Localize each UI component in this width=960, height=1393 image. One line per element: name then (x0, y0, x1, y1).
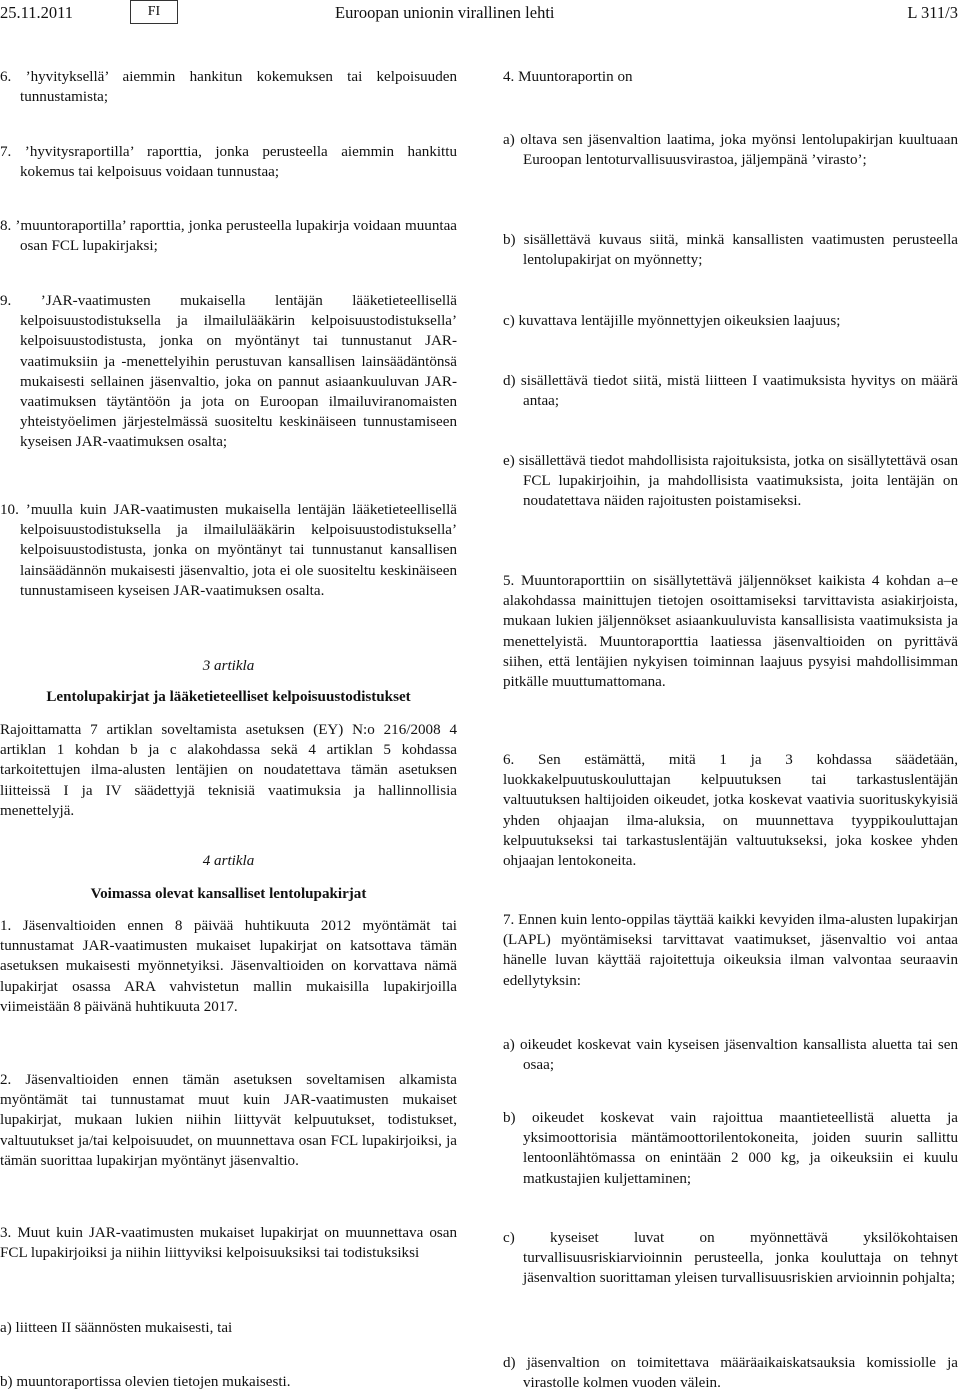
article-4-paragraph-1: 1. Jäsenvaltioiden ennen 8 päivää huhtikuuta 2012 myöntämät tai tunnustamat JAR-vaatimusten mukaiset lupakirjat on katsottava tämän asetuksen mukaisesti myönnetyiksi. Jäsenvaltioiden on korvattava nämä lupakirjat osassa ARA vahvistetun mallin mukaisilla lupakirjoilla viimeistään 8 päivänä huhtikuuta 2017. (0, 918, 457, 1015)
paragraph-4: 4. Muuntoraportin on (503, 69, 633, 85)
article-4-number: 4 artikla (202, 853, 255, 869)
paragraph-7-c: c) kyseiset luvat on myönnettävä yksilökohtaisen turvallisuusriskiarvioinnin perusteella, jonka kouluttaja on tehnyt jäsenvaltion suorittaman yleisen turvallisuusriskien arvioinnin pohjalta; (503, 1230, 958, 1287)
paragraph-7-b: b) oikeudet koskevat vain rajoittua maantieteellistä aluetta ja yksimoottorisia mäntämoottorilentokoneita, joiden suurin sallittu lentoonlähtömassa on enintään 2 000 kg, ja oikeuksiin ei kuulu matkustajien kuljettaminen; (503, 1110, 958, 1187)
definition-6: 6. ’hyvityksellä’ aiemmin hankitun kokemuksen tai kelpoisuuden tunnustamista; (0, 69, 457, 106)
publication-date: 25.11.2011 (0, 3, 74, 22)
paragraph-4-c: c) kuvattava lentäjille myönnettyjen oikeuksien laajuus; (503, 313, 841, 329)
paragraph-5: 5. Muuntoraporttiin on sisällytettävä jäljennökset kaikista 4 kohdan a–e alakohdassa mainittujen tietojen osoittamiseksi tarvittavista asiakirjoista, mukaan lukien jäljennökset asiaankuuluvista kansallisista vaatimuksista ja menettelyistä. Muuntoraporttia laatiessa jäsenvaltioiden on pyrittävä siihen, että lentäjien nykyisen toiminnan laajuus pysyisi mahdollisimman pitkälle muuttumattomana. (503, 573, 958, 691)
paragraph-4-a: a) oltava sen jäsenvaltion laatima, joka myönsi lentolupakirjan kuultuaan Euroopan lentoturvallisuusvirastoa, jäljempänä ’virasto’; (503, 132, 958, 169)
paragraph-7-d: d) jäsenvaltion on toimitettava määräaikaiskatsauksia komissiolle ja virastolle kolmen vuoden välein. (503, 1355, 958, 1392)
paragraph-6: 6. Sen estämättä, mitä 1 ja 3 kohdassa säädetään, luokkakelpuutuskouluttajan kelpuutuksen tai tarkastuslentäjän valtuutuksen haltijoiden oikeudet, jotka koskevat vaativia suorituskykyisiä yhden ohjaajan ilma-aluksia, on muunnettava tyyppikouluttajan kelpuutukseksi tai tarkastuslentäjän valtuutukseksi, joka koskee yhden ohjaajan lentokoneita. (503, 752, 958, 870)
article-4-paragraph-3: 3. Muut kuin JAR-vaatimusten mukaiset lupakirjat on muunnettava osan FCL lupakirjoiksi ja niihin liittyviksi kelpoisuuksiksi tai todistuksiksi (0, 1225, 457, 1262)
article-3-title: Lentolupakirjat ja lääketieteelliset kelpoisuustodistukset (46, 689, 411, 705)
page-header (0, 0, 960, 28)
paragraph-4-d: d) sisällettävä tiedot siitä, mistä liitteen I vaatimuksista hyvitys on määrä antaa; (503, 373, 958, 410)
journal-title: Euroopan unionin virallinen lehti (335, 3, 555, 22)
language-badge: FI (130, 0, 178, 24)
article-4-paragraph-2: 2. Jäsenvaltioiden ennen tämän asetuksen soveltamisen alkamista myöntämät tai tunnustamat muut kuin JAR-vaatimusten mukaiset lupakirjat, mukaan lukien niihin liittyvät kelpuutukset, todistukset, valtuutukset ja/tai kelpoisuudet, on muunnettava osan FCL lupakirjoiksi, ja tämän suorittaa lupakirjan myöntänyt jäsenvaltio. (0, 1072, 457, 1169)
article-4-title: Voimassa olevat kansalliset lentolupakirjat (90, 886, 367, 902)
definition-9: 9. ’JAR-vaatimusten mukaisella lentäjän lääketieteellisellä kelpoisuustodistuksella ja ilmailulääkärin kelpoisuustodistuksella’ kelpoisuustodistusta, jonka on myöntänyt tai tunnustanut JAR-vaatimuksiin ja -menettelyihin perustuvan kansallisen lainsäädäntönsä mukaisesti sellainen jäsenvaltio, joka on pannut asiaankuuluvan JAR-vaatimuksen täytäntöön ja jota on Euroopan ilmailuviranomaisten yhteistyöelimen järjestelmässä suositeltu keskinäiseen tunnustamiseen kyseisen JAR-vaatimuksen osalta; (0, 293, 457, 451)
article-3-text: Rajoittamatta 7 artiklan soveltamista asetuksen (EY) N:o 216/2008 4 artiklan 1 kohdan b ja c alakohdassa sekä 4 artiklan 5 kohdassa tarkoitettujen ilma-alusten lentäjien on noudatettava tämän asetuksen liitteissä I ja IV säädettyjä teknisiä vaatimuksia ja hallinnollisia menettelyjä. (0, 722, 457, 819)
article-3-number: 3 artikla (202, 658, 255, 674)
article-4-paragraph-3-a: a) liitteen II säännösten mukaisesti, tai (0, 1320, 233, 1336)
paragraph-7-a: a) oikeudet koskevat vain kyseisen jäsenvaltion kansallista aluetta tai sen osaa; (503, 1037, 958, 1074)
definition-10: 10. ’muulla kuin JAR-vaatimusten mukaisella lentäjän lääketieteellisellä kelpoisuustodistuksella ja ilmailulääkärin kelpoisuustodistuksella’ kelpoisuustodistusta, jonka on myöntänyt tai tunnustanut kansallisen lainsäädännön mukaisesti jäsenvaltio, jota ei ole suositeltu keskinäiseen tunnustamiseen kyseisen JAR-vaatimuksen osalta. (0, 502, 457, 599)
paragraph-7: 7. Ennen kuin lento-oppilas täyttää kaikki kevyiden ilma-alusten lupakirjan (LAPL) myöntämiseksi tarvittavat vaatimukset, jäsenvaltio voi antaa hänelle luvan käyttää rajoitettuja oikeuksia ilman valvontaa seuraavin edellytyksin: (503, 912, 958, 989)
article-4-paragraph-3-b: b) muuntoraportissa olevien tietojen mukaisesti. (0, 1374, 291, 1390)
page-reference: L 311/3 (907, 3, 958, 22)
definition-7: 7. ’hyvitysraportilla’ raporttia, jonka perusteella aiemmin hankittu kokemus tai kelpoisuus voidaan tunnustaa; (0, 144, 457, 181)
definition-8: 8. ’muuntoraportilla’ raporttia, jonka perusteella lupakirja voidaan muuntaa osan FCL lupakirjaksi; (0, 218, 457, 255)
paragraph-4-b: b) sisällettävä kuvaus siitä, minkä kansallisten vaatimusten perusteella lentolupakirjat on myönnetty; (503, 232, 958, 269)
paragraph-4-e: e) sisällettävä tiedot mahdollisista rajoituksista, jotka on sisällytettävä osan FCL lupakirjoihin, ja mahdollisista vaatimuksista, joita lentäjän on noudatettava näiden rajoitusten poistamiseksi. (503, 453, 958, 510)
